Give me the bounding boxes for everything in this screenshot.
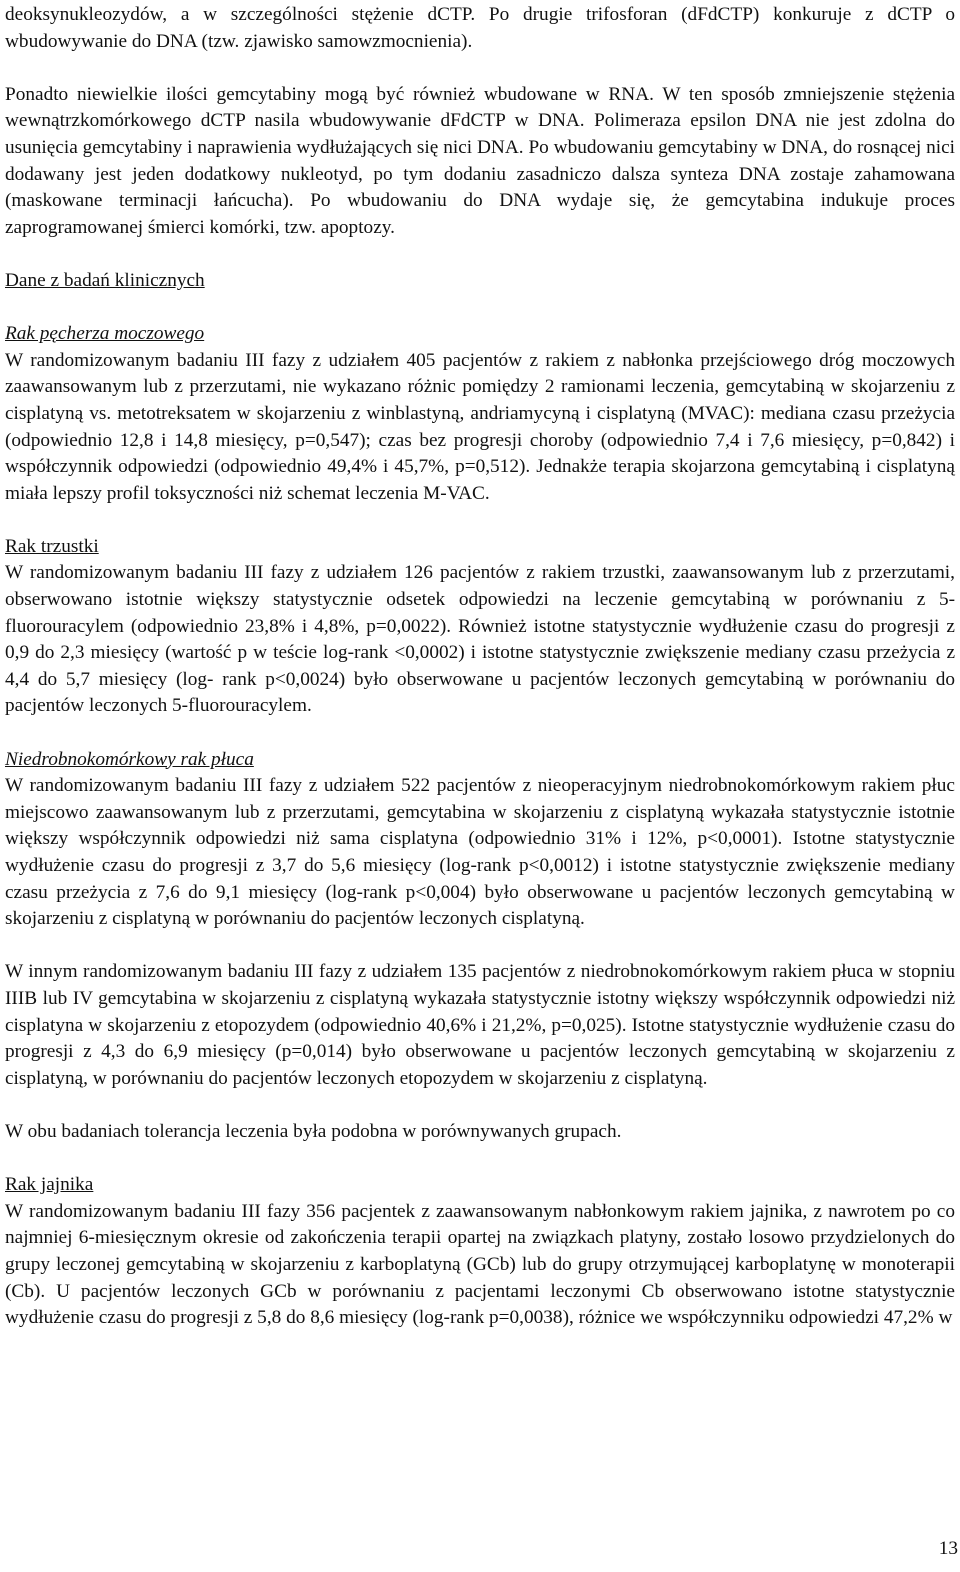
paragraph-pancreatic-cancer: W randomizowanym badaniu III fazy z udziałem 126 pacjentów z rakiem trzustki, zaawansowanym lub z przerzutami, obserwowano istotnie większy statystycznie odsetek odpowiedzi na leczenie gemcytabiną w porównaniu z 5-fluorouracylem (odpowiednio 23,8% i 4,8%, p=0,0022). Również istotne statystycznie wydłużenie czasu do progresji z 0,9 do 2,3 miesięcy (wartość p w teście log-rank <0,0002) i istotne statystycznie zwiększenie mediany czasu przeżycia z 4,4 do 5,7 miesięcy (log- rank p<0,0024) było obserwowane u pacjentów leczonych gemcytabiną w porównaniu do pacjentów leczonych 5-fluorouracylem. [5, 562, 955, 717]
paragraph-ovarian-cancer: W randomizowanym badaniu III fazy 356 pacjentek z zaawansowanym nabłonkowym rakiem jajnika, z nawrotem po co najmniej 6-miesięcznym okresie od zakończenia terapii opartej na związkach platyny, zostało losowo przydzielonych do grupy leczonej gemcytabiną w skojarzeniu z karboplatyną (GCb) lub do grupy otrzymującej karboplatynę w monoterapii (Cb). U pacjentów leczonych GCb w porównaniu z pacjentami leczonymi Cb obserwowano istotne statystycznie wydłużenie czasu do progresji z 5,8 do 8,6 miesięcy (log-rank p=0,0038), różnice we współczynniku odpowiedzi 47,2% w [5, 1200, 955, 1329]
paragraph-spacer [5, 720, 955, 747]
page-number: 13 [938, 1538, 958, 1559]
paragraph-mechanism-continued: deoksynukleozydów, a w szczególności stężenie dCTP. Po drugie trifosforan (dFdCTP) konkuruje z dCTP o wbudowywanie do DNA (tzw. zjawisko samowzmocnienia). [5, 4, 955, 52]
paragraph-spacer [5, 55, 955, 82]
paragraph-spacer [5, 241, 955, 268]
subheading-nsclc: Niedrobnokomórkowy rak płuca [5, 748, 254, 770]
paragraph-spacer [5, 933, 955, 960]
document-page [5, 2, 955, 1332]
paragraph-spacer [5, 507, 955, 534]
subheading-ovarian-cancer: Rak jajnika [5, 1174, 94, 1196]
paragraph-spacer [5, 295, 955, 322]
paragraph-nsclc-study-1: W randomizowanym badaniu III fazy z udziałem 522 pacjentów z nieoperacyjnym niedrobnokomórkowym rakiem płuc miejscowo zaawansowanym lub z przerzutami, gemcytabina w skojarzeniu z cisplatyną wykazała statystycznie istotnie większy współczynnik odpowiedzi niż sama cisplatyna (odpowiednio 31% i 12%, p<0,0001). Istotne statystycznie wydłużenie czasu do progresji z 3,7 do 5,6 miesięcy (log-rank p<0,0012) i istotne statystycznie zwiększenie mediany czasu przeżycia z 7,6 do 9,1 miesięcy (log-rank p<0,004) było obserwowane u pacjentów leczonych gemcytabiną w skojarzeniu z cisplatyną w porównaniu do pacjentów leczonych cisplatyną. [5, 775, 955, 930]
paragraph-bladder-cancer: W randomizowanym badaniu III fazy z udziałem 405 pacjentów z rakiem z nabłonka przejściowego dróg moczowych zaawansowanym lub z przerzutami, nie wykazano różnic pomiędzy 2 ramionami leczenia, gemcytabiną w skojarzeniu z cisplatyną vs. metotreksatem w skojarzeniu z winblastyną, andriamycyną i cisplatyną (MVAC): mediana czasu przeżycia (odpowiednio 12,8 i 14,8 miesięcy, p=0,547); czas bez progresji choroby (odpowiednio 7,4 i 7,6 miesięcy, p=0,842) i współczynnik odpowiedzi (odpowiednio 49,4% i 45,7%, p=0,512). Jednakże terapia skojarzona gemcytabiną i cisplatyną miała lepszy profil toksyczności niż schemat leczenia M-VAC. [5, 349, 955, 504]
section-heading-clinical-data: Dane z badań klinicznych [5, 269, 205, 291]
subheading-bladder-cancer: Rak pęcherza moczowego [5, 323, 205, 345]
paragraph-spacer [5, 1092, 955, 1119]
subheading-pancreatic-cancer: Rak trzustki [5, 535, 99, 557]
paragraph-nsclc-tolerance: W obu badaniach tolerancja leczenia była podobna w porównywanych grupach. [5, 1120, 622, 1142]
paragraph-nsclc-study-2: W innym randomizowanym badaniu III fazy z udziałem 135 pacjentów z niedrobnokomórkowym rakiem płuca w stopniu IIIB lub IV gemcytabina w skojarzeniu z cisplatyną wykazała statystycznie istotny większy współczynnik odpowiedzi niż cisplatyna w skojarzeniu z etopozydem (odpowiednio 40,6% i 21,2%, p=0,025). Istotne statystycznie wydłużenie czasu do progresji z 4,3 do 6,9 miesięcy (p=0,014) było obserwowane u pacjentów leczonych gemcytabiną w skojarzeniu z cisplatyną, w porównaniu do pacjentów leczonych etopozydem w skojarzeniu z cisplatyną. [5, 961, 955, 1089]
paragraph-spacer [5, 1146, 955, 1173]
paragraph-mechanism-rna: Ponadto niewielkie ilości gemcytabiny mogą być również wbudowane w RNA. W ten sposób zmniejszenie stężenia wewnątrzkomórkowego dCTP nasila wbudowywanie dFdCTP w DNA. Polimeraza epsilon DNA nie jest zdolna do usunięcia gemcytabiny i naprawienia wydłużających się nici DNA. Po wbudowaniu gemcytabiny w DNA, do rosnącej nici dodawany jest jeden dodatkowy nukleotyd, po tym dodaniu zasadniczo dalsza synteza DNA zostaje zahamowana (maskowane terminacji łańcucha). Po wbudowaniu do DNA wydaje się, że gemcytabina indukuje proces zaprogramowanej śmierci komórki, tzw. apoptozy. [5, 83, 955, 238]
